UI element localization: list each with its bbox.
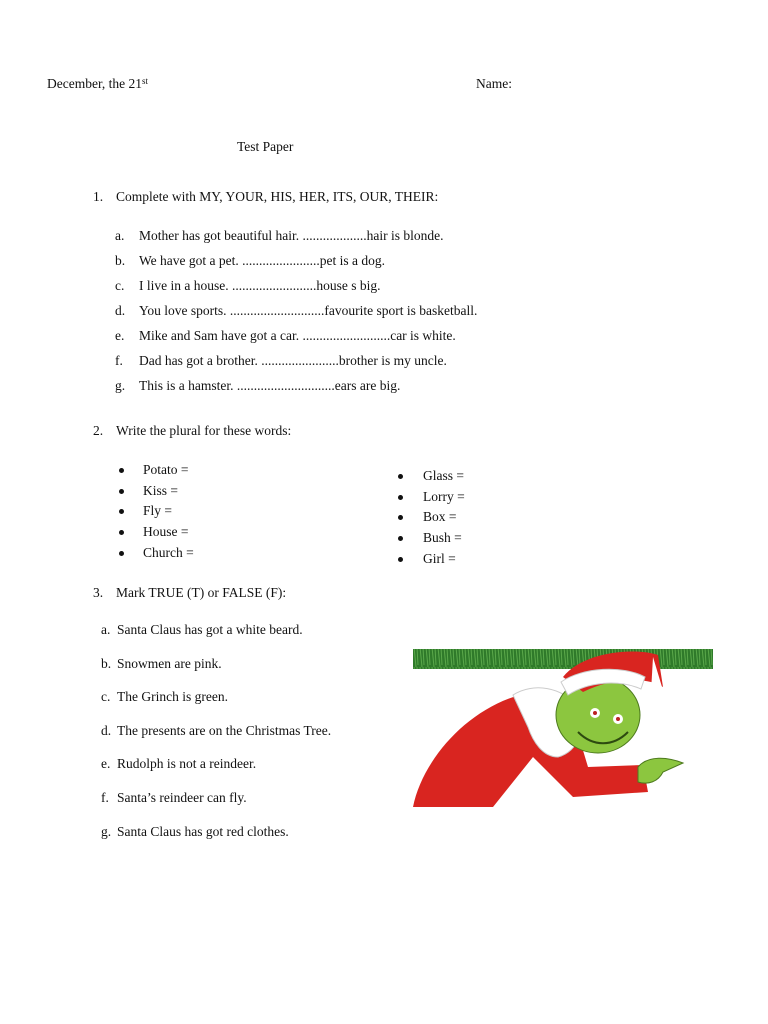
item-letter: g. [115, 378, 126, 393]
item-letter: b. [115, 253, 126, 268]
true-false-statement: Santa’s reindeer can fly. [117, 790, 247, 805]
item-letter: c. [115, 278, 125, 293]
item-letter: e. [115, 328, 125, 343]
date-superscript: st [142, 76, 149, 86]
true-false-statement: The Grinch is green. [117, 689, 228, 705]
plural-word: Bush = [423, 530, 462, 546]
bullet-icon [398, 557, 403, 562]
plural-word: Girl = [423, 550, 456, 566]
date [47, 76, 148, 92]
exercise-instruction: Write the plural for these words: [116, 423, 292, 438]
date-text: December, the 21 [47, 76, 143, 91]
bullet-icon [398, 495, 403, 500]
page-title: Test Paper [237, 139, 294, 154]
bullet-icon [119, 509, 124, 514]
exercise-number: 1. [93, 189, 104, 204]
item-letter: e. [101, 756, 111, 772]
fill-in-item: We have got a pet. .......................pet is a dog. [139, 253, 385, 268]
item-letter: d. [115, 303, 126, 318]
plural-word: Lorry = [423, 488, 465, 504]
item-letter: c. [101, 689, 111, 705]
exercise-instruction: Complete with MY, YOUR, HIS, HER, ITS, OUR, THEIR: [116, 189, 439, 204]
bullet-icon [398, 515, 403, 520]
fill-in-item: Dad has got a brother. .......................brother is my uncle. [139, 353, 447, 368]
name-label: Name: [476, 76, 512, 91]
fill-in-item: This is a hamster. .............................ears are big. [139, 378, 401, 393]
item-letter: d. [101, 722, 112, 738]
exercise-instruction: Mark TRUE (T) or FALSE (F): [116, 585, 287, 600]
true-false-statement: Santa Claus has got red clothes. [117, 823, 289, 839]
plural-word: Fly = [143, 503, 172, 519]
item-letter: g. [101, 823, 112, 839]
plural-word: Potato = [143, 462, 189, 477]
garland [413, 649, 713, 669]
fill-in-item: You love sports. ............................favourite sport is basketball. [139, 303, 478, 318]
true-false-statement: Snowmen are pink. [117, 655, 222, 671]
plural-word: Church = [143, 544, 194, 560]
exercise-number: 2. [93, 423, 104, 438]
bullet-icon [398, 536, 403, 541]
item-letter: f. [115, 353, 123, 368]
plural-word: Kiss = [143, 482, 178, 498]
fill-in-item: Mike and Sam have got a car. ..........................car is white. [139, 328, 456, 343]
bullet-icon [119, 489, 124, 494]
fill-in-item: I live in a house. .........................house s big. [139, 278, 381, 293]
fill-in-item: Mother has got beautiful hair. ...................hair is blonde. [139, 228, 444, 243]
grinch-illustration [413, 647, 713, 807]
bullet-icon [119, 551, 124, 556]
true-false-statement: Rudolph is not a reindeer. [117, 756, 257, 772]
plural-word: Box = [423, 509, 457, 525]
item-letter: a. [101, 622, 111, 637]
true-false-statement: The presents are on the Christmas Tree. [117, 722, 332, 738]
bullet-icon [119, 468, 124, 473]
bullet-icon [398, 474, 403, 479]
exercise-number: 3. [93, 585, 104, 600]
bullet-icon [119, 530, 124, 535]
item-letter: b. [101, 655, 112, 671]
item-letter: f. [101, 790, 109, 805]
plural-word: House = [143, 524, 189, 540]
true-false-statement: Santa Claus has got a white beard. [117, 622, 303, 637]
item-letter: a. [115, 228, 125, 243]
plural-word: Glass = [423, 468, 464, 483]
